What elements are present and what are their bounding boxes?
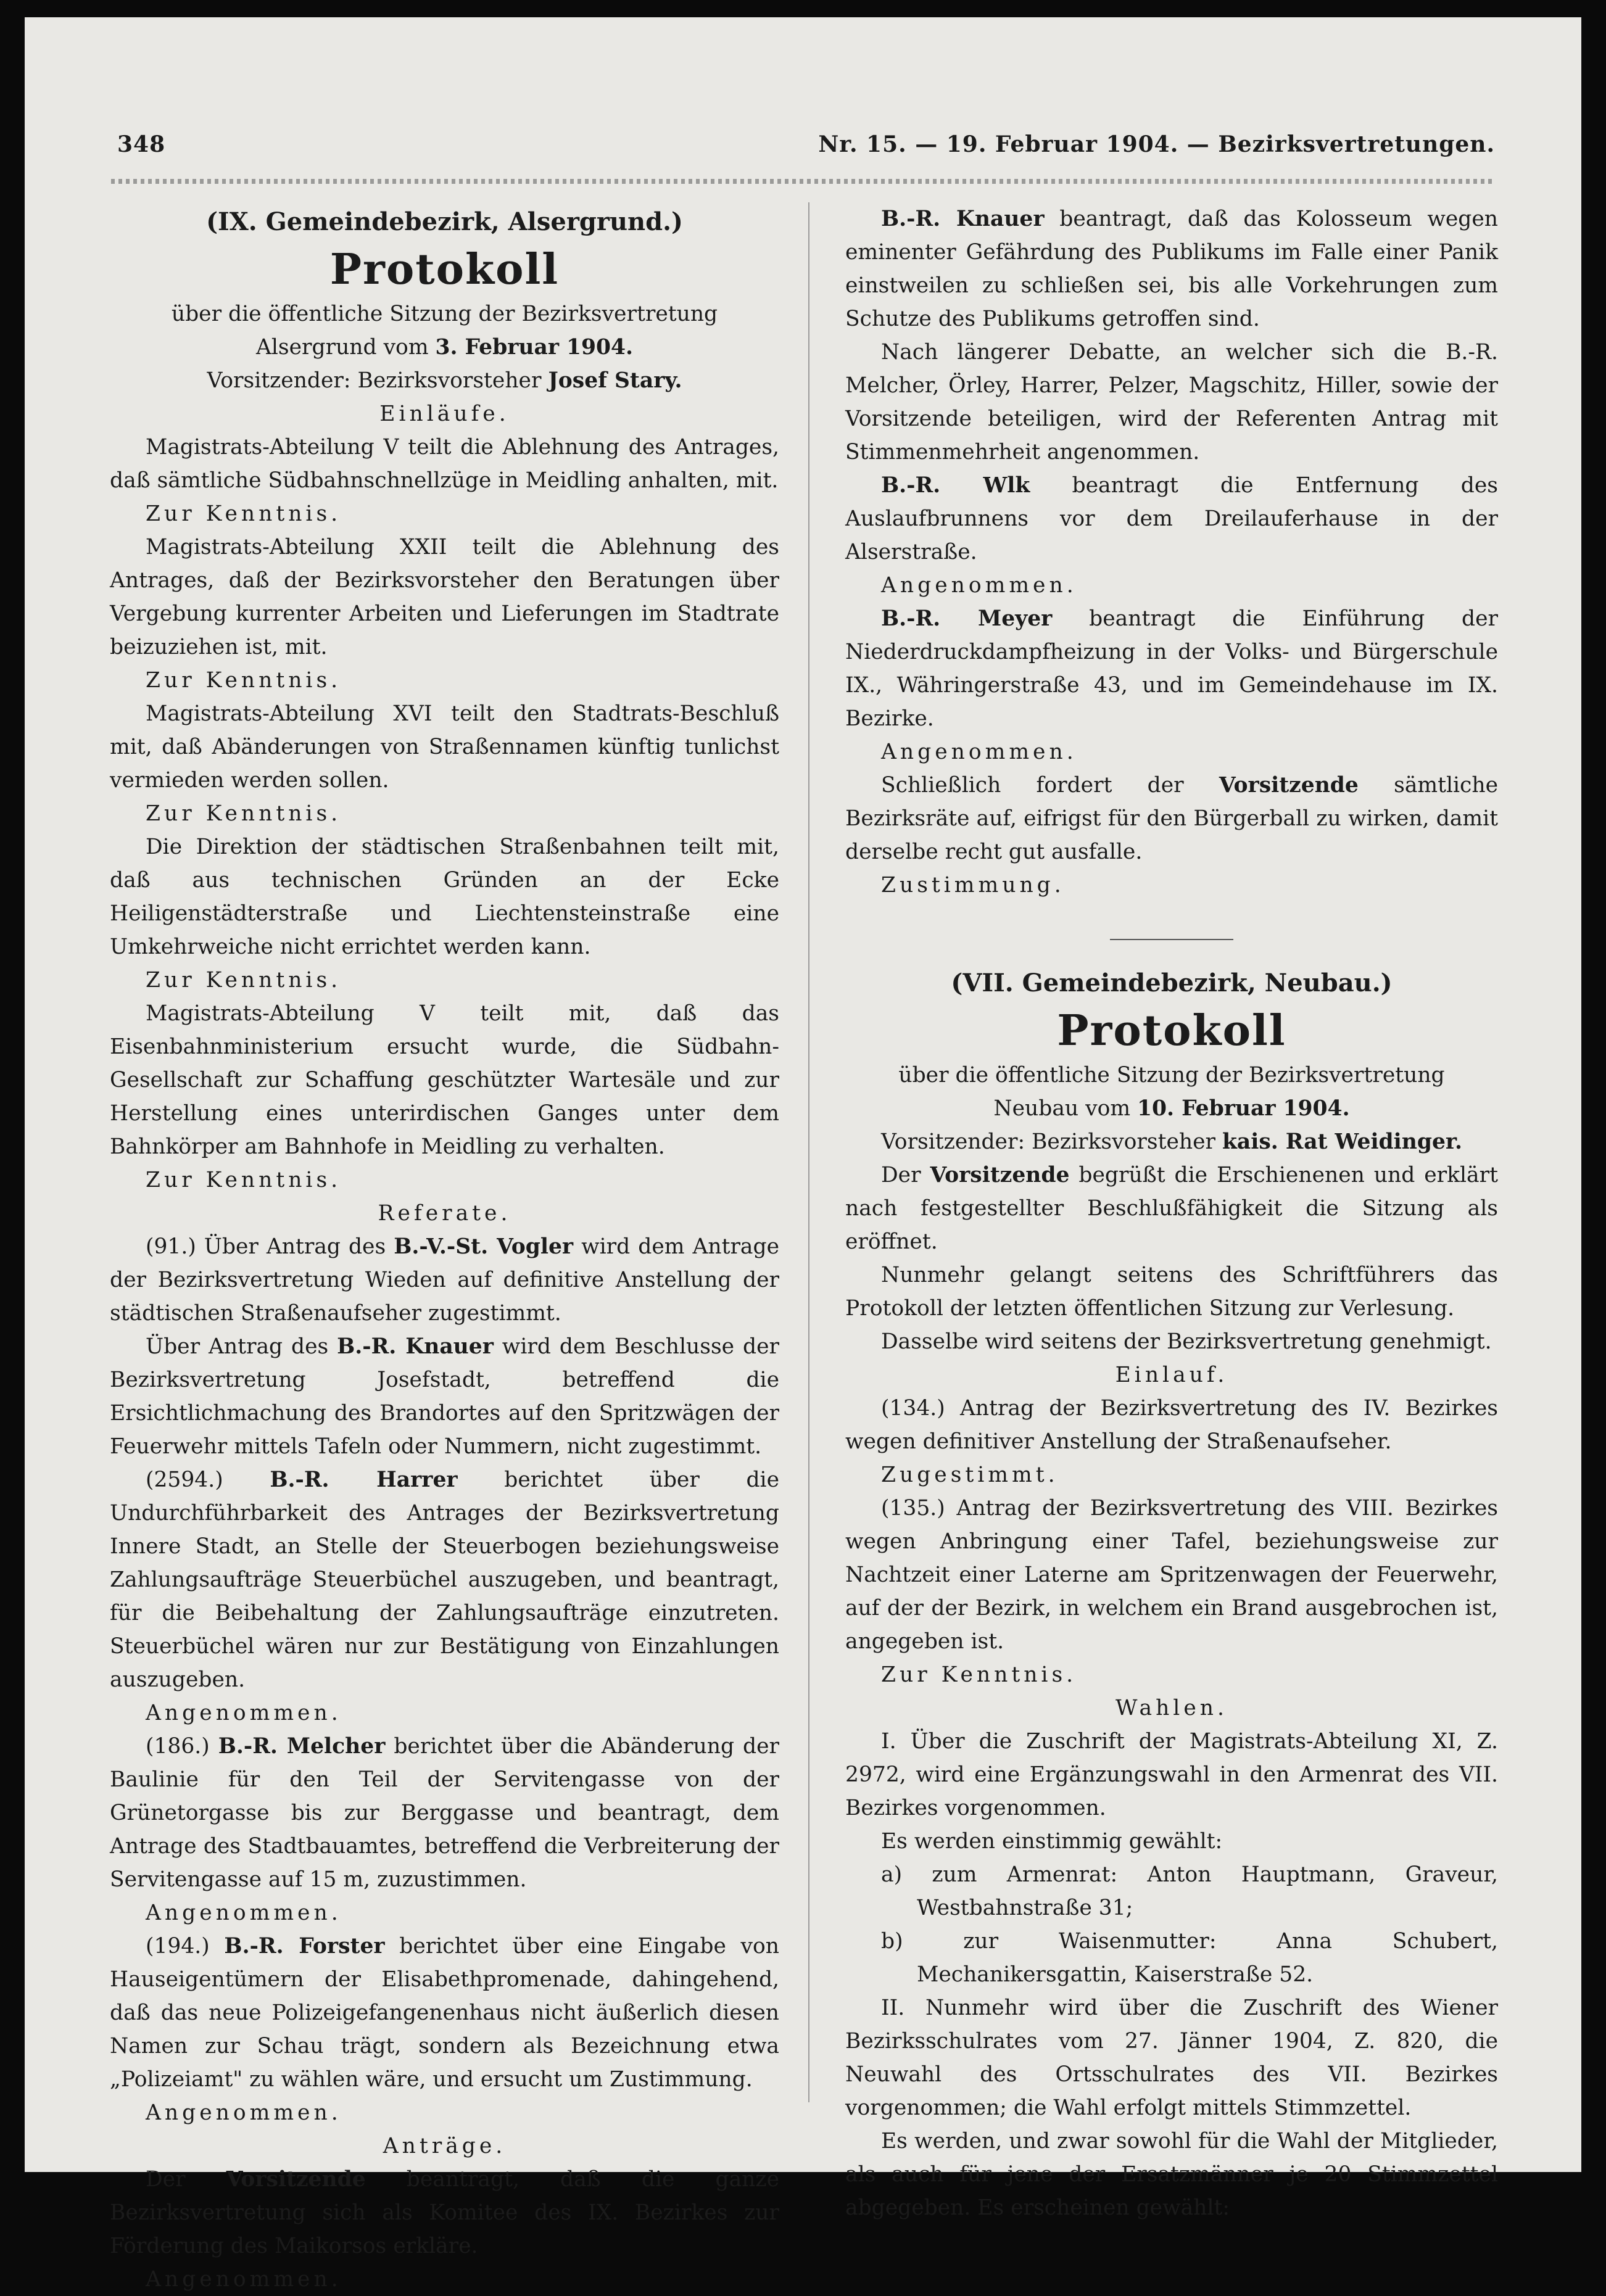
protokoll-title-vii: Protokoll bbox=[1057, 1006, 1286, 1055]
election-item-a: a) zum Armenrat: Anton Hauptmann, Graveur, Westbahnstraße 31; bbox=[881, 1862, 1498, 1920]
paragraph: Nach längerer Debatte, an welcher sich die B.-R. Melcher, Örley, Harrer, Pelzer, Magschitz, Hiller, sowie der Vorsitzende beteiligen, wird der Referenten Antrag mit Stimmenmehrheit angenommen. bbox=[845, 340, 1498, 465]
paragraph: II. Nunmehr wird über die Zuschrift des Wiener Bezirksschulrates vom 27. Jänner 1904, Z. 820, die Neuwahl des Ortsschulrates des VII. Bezirkes vorgenommen; die Wahl erfolgt mittels Stimmzettel. bbox=[845, 1996, 1498, 2120]
speaker-name: B.-R. Wlk bbox=[881, 473, 1030, 498]
chair-name: kais. Rat Weidinger. bbox=[1222, 1129, 1462, 1154]
text-span: Der bbox=[146, 2167, 226, 2192]
speaker-name: Vorsitzende bbox=[1219, 773, 1359, 798]
chair-name: Josef Stary. bbox=[548, 368, 682, 393]
paragraph: I. Über die Zuschrift der Magistrats-Abteilung XI, Z. 2972, wird eine Ergänzungswahl in den Armenrat des VII. Bezirkes vorgenommen. bbox=[845, 1729, 1498, 1820]
section-separator bbox=[1110, 939, 1233, 940]
text-span: beantragt, daß die ganze Bezirksvertretung sich als Komitee des IX. Bezirkes zur Förderung des Maikorsos erkläre. bbox=[110, 2167, 779, 2258]
text-span: sämtliche Bezirksräte auf, eifrigst für den Bürgerball zu wirken, damit derselbe recht gut ausfalle. bbox=[845, 773, 1498, 864]
running-title: Nr. 15. — 19. Februar 1904. — Bezirksvertretungen. bbox=[818, 131, 1495, 157]
subtitle-prefix: Neubau vom bbox=[993, 1096, 1138, 1121]
resolution: Zur Kenntnis. bbox=[881, 1662, 1077, 1687]
left-column bbox=[110, 202, 779, 2296]
session-date: 3. Februar 1904. bbox=[435, 335, 634, 360]
section-einlaeufe: Einläufe. bbox=[379, 402, 510, 426]
speaker-name: Vorsitzende bbox=[226, 2167, 366, 2192]
resolution: Zur Kenntnis. bbox=[146, 968, 342, 993]
district-heading-ix: (IX. Gemeindebezirk, Alsergrund.) bbox=[206, 207, 683, 236]
text-span: begrüßt die Erschienenen und erklärt nach festgestellter Beschlußfähigkeit die Sitzung als eröffnet. bbox=[845, 1163, 1498, 1254]
text-span: beantragt, daß das Kolosseum wegen eminenter Gefährdung des Publikums im Falle einer Panik einstweilen zu schließen sei, bis alle Vorkehrungen zum Schutze des Publikums getroffen sind. bbox=[845, 207, 1498, 331]
speaker-name: B.-V.-St. Vogler bbox=[394, 1234, 574, 1259]
subtitle-line-2 bbox=[110, 331, 779, 364]
paragraph: Es werden, und zwar sowohl für die Wahl der Mitglieder, als auch für jene der Ersatzmänner je 20 Stimmzettel abgegeben. Es erscheinen gewählt: bbox=[845, 2129, 1498, 2220]
chair-line bbox=[845, 1125, 1498, 1158]
paragraph: Dasselbe wird seitens der Bezirksvertretung genehmigt. bbox=[881, 1329, 1492, 1354]
text-span: (186.) bbox=[146, 1734, 218, 1759]
resolution: Zur Kenntnis. bbox=[146, 668, 342, 693]
text-span: Schließlich fordert der bbox=[881, 773, 1219, 798]
paragraph bbox=[110, 1463, 779, 1696]
paragraph: Die Direktion der städtischen Straßenbahnen teilt mit, daß aus technischen Gründen an der Ecke Heiligenstädterstraße und Liechtensteinstraße eine Umkehrweiche nicht errichtet werden kann. bbox=[110, 835, 779, 959]
speaker-name: B.-R. Knauer bbox=[337, 1334, 494, 1359]
text-span: Der bbox=[881, 1163, 930, 1187]
paragraph: (134.) Antrag der Bezirksvertretung des IV. Bezirkes wegen definitiver Anstellung der Straßenaufseher. bbox=[845, 1396, 1498, 1454]
district-heading-vii: (VII. Gemeindebezirk, Neubau.) bbox=[951, 968, 1393, 997]
session-date: 10. Februar 1904. bbox=[1137, 1096, 1350, 1121]
paragraph: Magistrats-Abteilung XXII teilt die Ablehnung des Antrages, daß der Bezirksvorsteher den Beratungen über Vergebung kurrenter Arbeiten und Lieferungen im Stadtrate beizuziehen ist, mit. bbox=[110, 535, 779, 659]
subtitle-line-1: über die öffentliche Sitzung der Bezirksvertretung bbox=[171, 302, 718, 326]
paragraph bbox=[845, 769, 1498, 869]
election-item-b: b) zur Waisenmutter: Anna Schubert, Mechanikersgattin, Kaiserstraße 52. bbox=[881, 1929, 1498, 1987]
text-span: wird dem Beschlusse der Bezirksvertretung Josefstadt, betreffend die Ersichtlichmachung des Brandortes auf den Spritzwägen der Feuerwehr mittels Tafeln oder Nummern, nicht zugestimmt. bbox=[110, 1334, 779, 1459]
text-span: berichtet über die Undurchführbarkeit des Antrages der Bezirksvertretung Innere Stadt, an Stelle der Steuerbogen beziehungsweise Zahlungsaufträge Steuerbüchel auszugeben, und beantragt, für die Beibehaltung der Zahlungsaufträge einzutreten. Steuerbüchel wären nur zur Bestätigung von Einzahlungen auszugeben. bbox=[110, 1468, 779, 1692]
resolution: Zustimmung. bbox=[881, 873, 1065, 898]
resolution: Angenommen. bbox=[146, 1901, 342, 1925]
paragraph bbox=[110, 2163, 779, 2263]
resolution: Angenommen. bbox=[146, 2267, 342, 2292]
resolution: Zur Kenntnis. bbox=[146, 1168, 342, 1192]
paragraph: Magistrats-Abteilung XVI teilt den Stadtrats-Beschluß mit, daß Abänderungen von Straßennamen künftig tunlichst vermieden werden sollen. bbox=[110, 701, 779, 793]
paragraph bbox=[845, 469, 1498, 569]
text-span: wird dem Antrage der Bezirksvertretung Wieden auf definitive Anstellung der städtischen Straßenaufseher zugestimmt. bbox=[110, 1234, 780, 1326]
paragraph bbox=[110, 1330, 779, 1463]
newspaper-page bbox=[25, 17, 1581, 2292]
page-header bbox=[117, 131, 1495, 168]
header-rule bbox=[111, 179, 1495, 184]
text-span: Über Antrag des bbox=[146, 1334, 337, 1359]
right-column bbox=[845, 202, 1498, 2224]
subtitle-line-2 bbox=[845, 1092, 1498, 1125]
paragraph: (135.) Antrag der Bezirksvertretung des VIII. Bezirkes wegen Anbringung einer Tafel, beziehungsweise zur Nachtzeit einer Laterne am Spritzenwagen der Feuerwehr, auf der der Bezirk, in welchem ein Brand ausgebrochen ist, angegeben ist. bbox=[845, 1496, 1498, 1654]
chair-label: Vorsitzender: Bezirksvorsteher bbox=[207, 368, 548, 393]
resolution: Angenommen. bbox=[146, 2100, 342, 2125]
section-referate: Referate. bbox=[378, 1201, 511, 1226]
speaker-name: Vorsitzende bbox=[930, 1163, 1070, 1187]
speaker-name: B.-R. Melcher bbox=[218, 1734, 386, 1759]
paragraph: Nunmehr gelangt seitens des Schriftführers das Protokoll der letzten öffentlichen Sitzung zur Verlesung. bbox=[845, 1263, 1498, 1321]
paragraph bbox=[110, 1930, 779, 2096]
page-number: 348 bbox=[117, 131, 166, 157]
paragraph: Magistrats-Abteilung V teilt mit, daß das Eisenbahnministerium ersucht wurde, die Südbahn-Gesellschaft zur Schaffung geschützter Wartesäle und zur Herstellung eines unterirdischen Ganges unter dem Bahnkörper am Bahnhofe in Meidling zu verhalten. bbox=[110, 1001, 779, 1159]
subtitle-line-1: über die öffentliche Sitzung der Bezirksvertretung bbox=[898, 1063, 1445, 1088]
text-span: berichtet über eine Eingabe von Hauseigentümern der Elisabethpromenade, dahingehend, daß das neue Polizeigefangenenhaus nicht äußerlich diesen Namen zur Schau trägt, sondern als Bezeichnung etwa „Polizeiamt" zu wählen wäre, und ersucht um Zustimmung. bbox=[110, 1934, 780, 2092]
paragraph bbox=[110, 1230, 779, 1330]
text-span: (194.) bbox=[146, 1934, 225, 1959]
resolution: Zugestimmt. bbox=[881, 1463, 1059, 1487]
text-span: beantragt die Einführung der Niederdruckdampfheizung in der Volks- und Bürgerschule IX., Währingerstraße 43, und im Gemeindehause im IX. Bezirke. bbox=[845, 606, 1498, 731]
paragraph: Es werden einstimmig gewählt: bbox=[881, 1829, 1223, 1854]
resolution: Angenommen. bbox=[881, 573, 1077, 598]
column-divider bbox=[808, 202, 809, 2102]
resolution: Zur Kenntnis. bbox=[146, 801, 342, 826]
section-antraege: Anträge. bbox=[383, 2134, 507, 2158]
speaker-name: B.-R. Meyer bbox=[881, 606, 1053, 631]
text-span: beantragt die Entfernung des Auslaufbrunnens vor dem Dreilauferhause in der Alserstraße. bbox=[845, 473, 1498, 564]
section-einlauf: Einlauf. bbox=[1115, 1363, 1228, 1387]
chair-line bbox=[110, 364, 779, 397]
resolution: Zur Kenntnis. bbox=[146, 502, 342, 526]
text-span: berichtet über die Abänderung der Baulinie für den Teil der Servitengasse von der Grünetorgasse bis zur Berggasse und beantragt, dem Antrage des Stadtbauamtes, betreffend die Verbreiterung der Servitengasse auf 15 m, zuzustimmen. bbox=[110, 1734, 779, 1892]
speaker-name: B.-R. Forster bbox=[224, 1934, 385, 1959]
chair-label: Vorsitzender: Bezirksvorsteher bbox=[881, 1129, 1222, 1154]
paragraph bbox=[845, 602, 1498, 735]
resolution: Angenommen. bbox=[881, 740, 1077, 764]
paragraph bbox=[110, 1730, 779, 1896]
section-wahlen: Wahlen. bbox=[1116, 1696, 1228, 1720]
text-span: (91.) Über Antrag des bbox=[146, 1234, 394, 1259]
protokoll-title-ix: Protokoll bbox=[329, 245, 560, 294]
paragraph bbox=[845, 202, 1498, 336]
resolution: Angenommen. bbox=[146, 1701, 342, 1725]
paragraph bbox=[845, 1158, 1498, 1258]
subtitle-prefix: Alsergrund vom bbox=[255, 335, 436, 360]
speaker-name: B.-R. Harrer bbox=[270, 1468, 458, 1492]
text-span: (2594.) bbox=[146, 1468, 270, 1492]
paragraph: Magistrats-Abteilung V teilt die Ablehnung des Antrages, daß sämtliche Südbahnschnellzüge in Meidling anhalten, mit. bbox=[110, 435, 779, 493]
speaker-name: B.-R. Knauer bbox=[881, 207, 1045, 231]
